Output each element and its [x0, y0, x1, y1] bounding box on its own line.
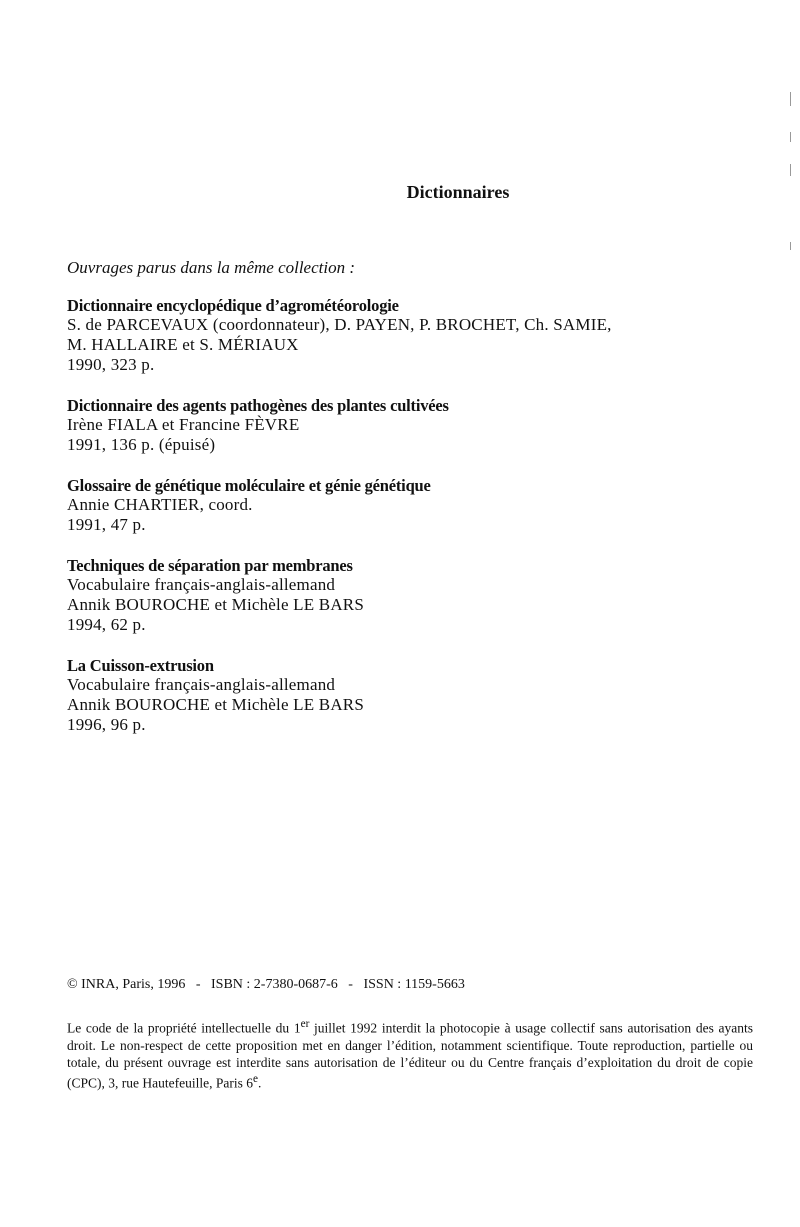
legal-text-part2: juillet 1992 interdit la photocopie à usage collectif sans autorisation des ayants droit. Le non-respect de cette proposition met en danger l’édition, notamment scientifique. Toute reproduction, partielle ou totale, du présent ouvrage est interdite sans autorisation de l’éditeur ou du Centre français d’exploitation du droit de copie (CPC), 3, rue Hautefeuille, Paris 6	[67, 1020, 754, 1090]
book-detail-line: 1991, 136 p. (épuisé)	[67, 435, 216, 454]
collection-intro: Ouvrages parus dans la même collection :	[67, 258, 356, 277]
book-entry	[67, 396, 727, 455]
book-detail-line: 1994, 62 p.	[67, 615, 146, 634]
book-entry	[67, 656, 727, 735]
book-entry	[67, 476, 727, 535]
legal-text-end: .	[257, 1075, 262, 1090]
book-title: Dictionnaire des agents pathogènes des plantes cultivées	[67, 396, 449, 415]
margin-scan-marks	[790, 92, 796, 252]
book-entry	[67, 556, 727, 635]
book-title: La Cuisson-extrusion	[67, 656, 214, 675]
book-title: Glossaire de génétique moléculaire et génie génétique	[67, 476, 431, 495]
book-detail-line: Annik BOUROCHE et Michèle LE BARS	[67, 695, 365, 714]
book-detail-line: S. de PARCEVAUX (coordonnateur), D. PAYEN, P. BROCHET, Ch. SAMIE,	[67, 315, 612, 334]
book-title: Techniques de séparation par membranes	[67, 556, 353, 575]
book-detail-line: M. HALLAIRE et S. MÉRIAUX	[67, 335, 299, 354]
book-title: Dictionnaire encyclopédique d’agrométéorologie	[67, 296, 399, 315]
book-detail-line: 1991, 47 p.	[67, 515, 146, 534]
book-detail-line: Vocabulaire français-anglais-allemand	[67, 575, 336, 594]
book-detail-line: 1990, 323 p.	[67, 355, 155, 374]
legal-superscript-er: er	[300, 1018, 310, 1030]
legal-notice	[67, 1016, 753, 1091]
book-entry	[67, 296, 727, 375]
book-detail-line: 1996, 96 p.	[67, 715, 146, 734]
book-list	[67, 296, 727, 756]
book-detail-line: Vocabulaire français-anglais-allemand	[67, 675, 336, 694]
book-detail-line: Annie CHARTIER, coord.	[67, 495, 253, 514]
legal-superscript-e: e	[252, 1072, 258, 1085]
book-detail-line: Annik BOUROCHE et Michèle LE BARS	[67, 595, 365, 614]
legal-text-part1: Le code de la propriété intellectuelle du 1	[67, 1020, 301, 1036]
collection-title: Dictionnaires	[406, 182, 510, 202]
book-detail-line: Irène FIALA et Francine FÈVRE	[67, 415, 300, 434]
copyright-line: © INRA, Paris, 1996 - ISBN : 2-7380-0687-6 - ISSN : 1159-5663	[67, 977, 465, 992]
